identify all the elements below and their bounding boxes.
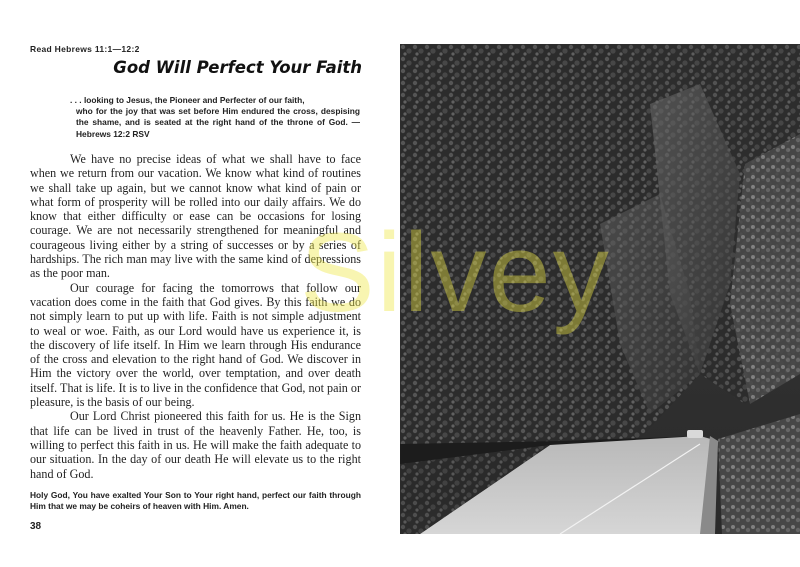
body-paragraph-3: Our Lord Christ pioneered this faith for us. He is the Sign that life can be lived in trust of the heavenly Father. He, too, is willing to perfect this faith in us. He will make the faith adequate to our situation. In the day of our death He will elevate us to the right hand of God. xyxy=(30,409,361,481)
scripture-line-1: . . . looking to Jesus, the Pioneer and Perfecter of our faith, xyxy=(70,95,305,105)
car-shape xyxy=(687,430,703,438)
page-number: 38 xyxy=(30,521,42,532)
watermark-text: Silvey xyxy=(300,210,611,335)
body-paragraph-2: Our courage for facing the tomorrows that follow our vacation does come in the faith that God gives. By this faith we do not simply learn to put up with life. Faith is not simple adjustment to weal or woe. Faith, as our Lord would have us experience it, is the discovery of life itself. In Him we learn through His endurance of the cross and elevation to the right hand of God. We discover in Him the victory over the world, over temptation, and over death itself. That is life. It is to live in the confidence that God, not pain or pleasure, is the basis of our being. xyxy=(30,280,361,410)
devotional-body xyxy=(30,152,361,481)
scripture-rest: who for the joy that was set before Him endured the cross, despising the shame, and is seated at the right hand of the throne of God. — Hebrews 12:2 RSV xyxy=(76,106,360,139)
reading-reference: Read Hebrews 11:1—12:2 xyxy=(30,44,140,54)
scripture-quote xyxy=(70,95,360,140)
mountain-road-photo xyxy=(400,44,800,534)
closing-prayer: Holy God, You have exalted Your Son to Your right hand, perfect our faith through Him that we may be coheirs of heaven with Him. Amen. xyxy=(30,490,361,512)
page-title: God Will Perfect Your Faith xyxy=(113,58,362,77)
body-paragraph-1: We have no precise ideas of what we shall have to face when we return from our vacation. We know what kind of routines we shall take up again, but we cannot know what kind of pain or what form of prosperity will be rolled into our daily affairs. We do know that either difficulty or ease can be occasions for losing courage. We are not necessarily strengthened for meaningful and courageous living either by a string of successes or by a series of hardships. The rich man may live with the same kind of depressions as the poor man. xyxy=(30,152,361,281)
